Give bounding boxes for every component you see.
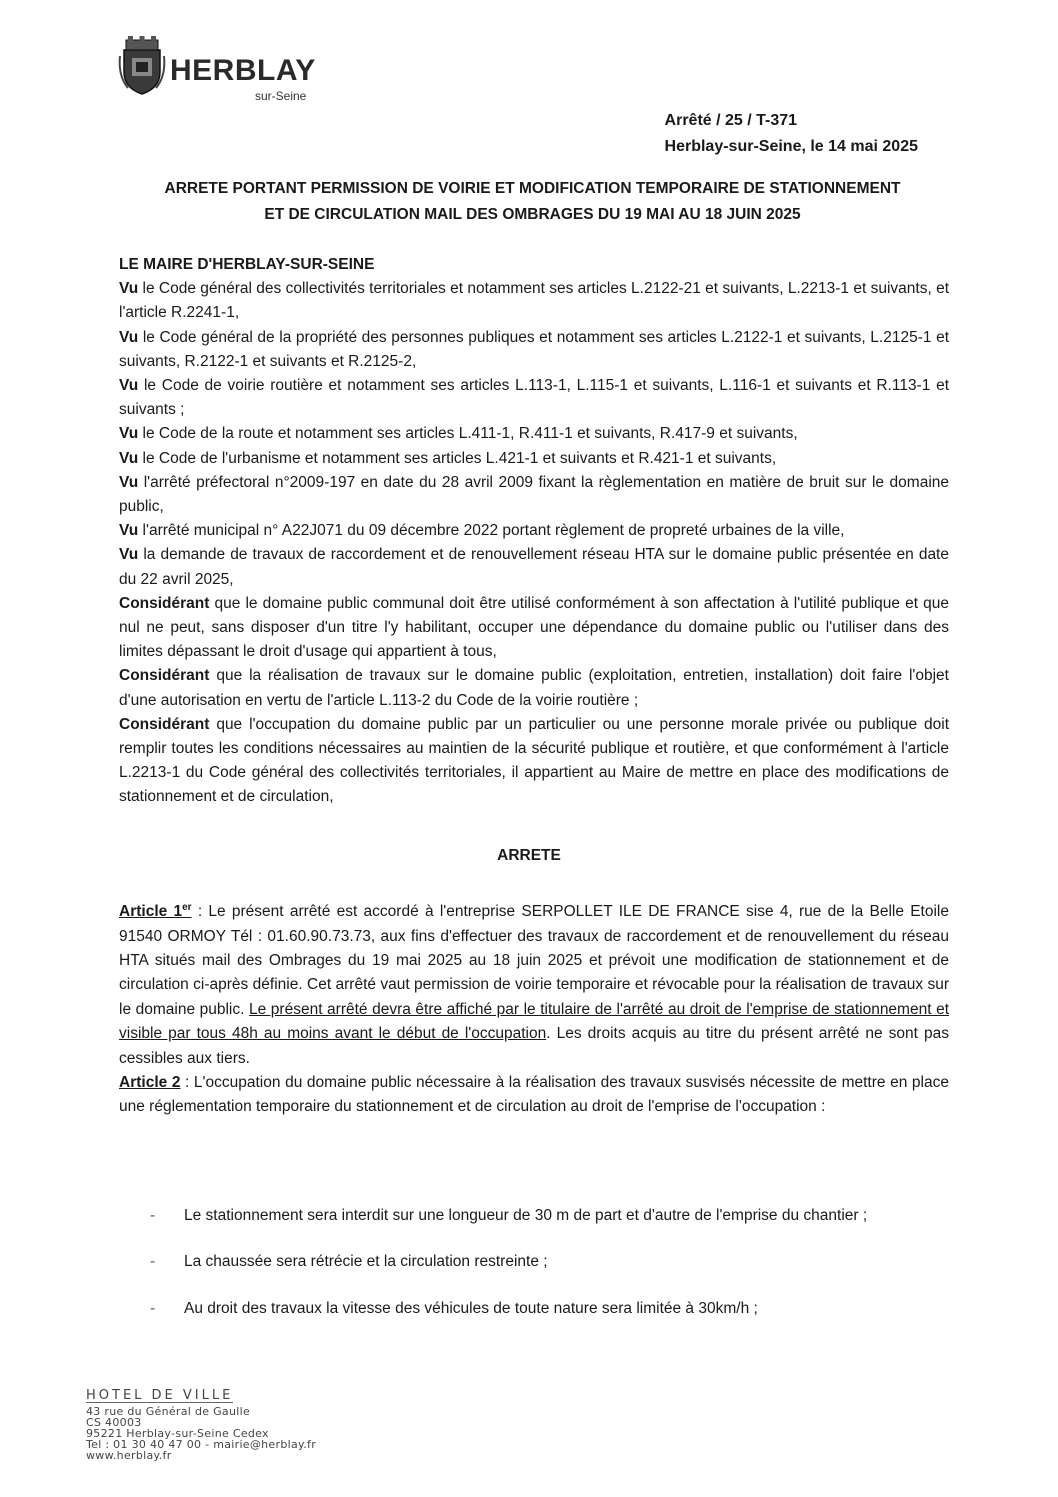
consideration-item: Vu l'arrêté préfectoral n°2009-197 en date du 28 avril 2009 fixant la règlementation en matière de bruit sur le domaine public,: [119, 473, 949, 516]
city-crest-icon: [118, 36, 166, 96]
consideration-item: Vu le Code général des collectivités territoriales et notamment ses articles L.2122-21 et suivants, L.2213-1 et suivants, et l'article R.2241-1,: [119, 280, 949, 322]
consideration-item: Vu le Code de la route et notamment ses articles L.411-1, R.411-1 et suivants, R.417-9 et suivants,: [119, 425, 798, 443]
footer-line: 43 rue du Général de Gaulle: [86, 1405, 251, 1418]
preamble: [119, 253, 949, 810]
footer-line: Tel : 01 30 40 47 00 - mairie@herblay.fr: [86, 1438, 317, 1451]
consideration-item: Vu le Code de l'urbanisme et notamment ses articles L.421-1 et suivants et R.421-1 et suivants,: [119, 449, 777, 467]
consideration-item: Vu le Code de voirie routière et notamment ses articles L.113-1, L.115-1 et suivants, L.116-1 et suivants et R.113-1 et suivants ;: [119, 377, 949, 419]
restriction-list: [150, 1204, 950, 1343]
footer-line: www.herblay.fr: [86, 1449, 172, 1462]
footer-title: HOTEL DE VILLE: [86, 1388, 234, 1403]
consideration-item: Vu la demande de travaux de raccordement et de renouvellement réseau HTA sur le domaine public présentée en date du 22 avril 2025,: [119, 546, 949, 588]
logo-subtitle: sur-Seine: [255, 89, 307, 103]
article-2-label: Article 2: [119, 1074, 181, 1091]
dash-icon: -: [150, 1207, 156, 1224]
title-line-2: ET DE CIRCULATION MAIL DES OMBRAGES DU 19 MAI AU 18 JUIN 2025: [264, 206, 801, 223]
consideration-item: Considérant que la réalisation de travaux sur le domaine public (exploitation, entretien, installation) doit faire l'objet d'une autorisation en vertu de l'article L.113-2 du Code de la voirie routière ;: [119, 667, 949, 709]
list-item: - Au droit des travaux la vitesse des véhicules de toute nature sera limitée à 30km/h ;: [150, 1297, 950, 1321]
footer-line: 95221 Herblay-sur-Seine Cedex: [86, 1427, 269, 1440]
article-1: Article 1er : Le présent arrêté est accordé à l'entreprise SERPOLLET ILE DE FRANCE sise 4, rue de la Belle Etoile 91540 ORMOY Tél : 01.60.90.73.73, aux fins d'effectuer des travaux de raccordement et de renouvellement du réseau HTA situés mail des Ombrages du 19 mai 2025 au 18 juin 2025 et prévoit une modification de stationnement et de circulation ci-après définie. Cet arrêté vaut permission de voirie temporaire et révocable pour la réalisation de travaux sur le domaine public. Le présent arrêté devra être affiché par le titulaire de l'arrêté au droit de l'emprise de stationnement et visible par tous 48h au moins avant le début de l'occupation. Les droits acquis au titre du présent arrêté ne sont pas cessibles aux tiers.: [119, 902, 949, 1067]
dash-icon: -: [150, 1299, 156, 1317]
arrete-heading: ARRETE: [497, 847, 561, 864]
city-logo: [118, 36, 338, 106]
article-1-underlined-notice: Le présent arrêté devra être affiché par le titulaire de l'arrêté au droit de l'emprise de stationnement et visible par tous 48h au moins avant le début de l'occupation: [119, 1000, 949, 1043]
footer-address: [86, 1390, 316, 1461]
reference-number: Arrêté / 25 / T-371: [664, 112, 798, 129]
list-item: - La chaussée sera rétrécie et la circulation restreinte ;: [150, 1250, 950, 1274]
document-reference: [665, 108, 918, 160]
article-1-label: Article 1er: [119, 902, 192, 921]
document-title: [110, 176, 955, 228]
list-item: - Le stationnement sera interdit sur une longueur de 30 m de part et d'autre de l'emprise du chantier ;: [150, 1204, 950, 1228]
footer-line: CS 40003: [86, 1416, 142, 1429]
consideration-item: Considérant que le domaine public communal doit être utilisé conformément à son affectation à l'utilité publique et que nul ne peut, sans disposer d'un titre l'y habilitant, occuper une dépendance du domaine public ou l'utiliser dans des limites dépassant le droit d'usage qui appartient à tous,: [119, 594, 949, 661]
title-line-1: ARRETE PORTANT PERMISSION DE VOIRIE ET MODIFICATION TEMPORAIRE DE STATIONNEMENT: [164, 180, 901, 197]
maire-heading: LE MAIRE D'HERBLAY-SUR-SEINE: [119, 256, 375, 273]
consideration-item: Considérant que l'occupation du domaine public par un particulier ou une personne morale privée ou publique doit remplir toutes les conditions nécessaires au maintien de la sécurité publique et routière, et que conformément à l'article L.2213-1 du Code général des collectivités territoriales, il appartient au Maire de mettre en place des modifications de stationnement et de circulation,: [119, 715, 949, 806]
place-and-date: Herblay-sur-Seine, le 14 mai 2025: [664, 138, 918, 155]
consideration-item: Vu l'arrêté municipal n° A22J071 du 09 décembre 2022 portant règlement de propreté urbaines de la ville,: [119, 522, 845, 540]
logo-name: HERBLAY: [170, 54, 316, 87]
consideration-item: Vu le Code général de la propriété des personnes publiques et notamment ses articles L.2122-1 et suivants, L.2125-1 et suivants, R.2122-1 et suivants et R.2125-2,: [119, 328, 949, 370]
article-2: Article 2 : L'occupation du domaine public nécessaire à la réalisation des travaux susvisés nécessite de mettre en place une réglementation temporaire du stationnement et de circulation au droit de l'emprise de l'occupation :: [119, 1074, 949, 1116]
dash-icon: -: [150, 1253, 156, 1271]
articles: [119, 896, 949, 1120]
